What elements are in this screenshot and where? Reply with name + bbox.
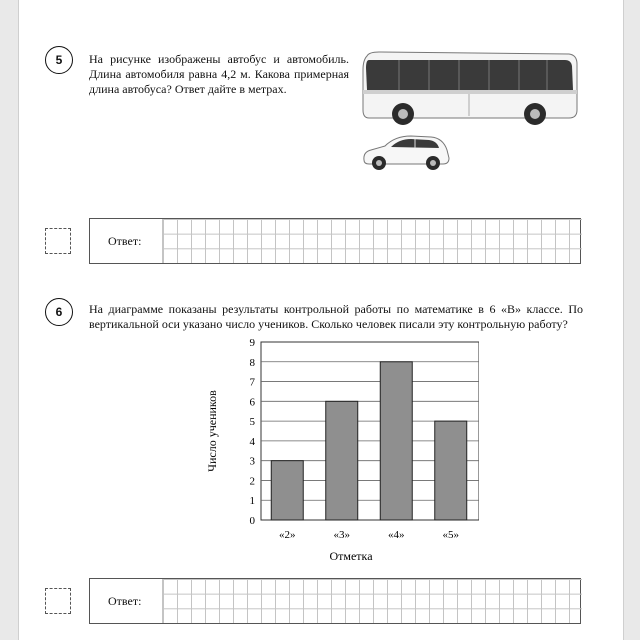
x-axis-label: Отметка <box>329 549 373 563</box>
y-tick-label: 6 <box>249 396 255 409</box>
bus-image <box>359 50 579 128</box>
x-tick-label: «5» <box>442 529 459 541</box>
y-tick-label: 4 <box>249 435 255 448</box>
y-tick-label: 5 <box>249 416 255 429</box>
answer-6-grid[interactable] <box>162 579 582 623</box>
bar-2 <box>326 401 358 520</box>
y-tick-label: 9 <box>249 337 255 349</box>
question-5-number: 5 <box>45 46 73 74</box>
x-tick-label: «2» <box>279 529 296 541</box>
question-6-number: 6 <box>45 298 73 326</box>
answer-5-checkbox <box>45 228 71 254</box>
y-tick-label: 8 <box>249 356 255 369</box>
bar-3 <box>380 362 412 520</box>
car-image <box>361 132 453 172</box>
y-tick-label: 3 <box>249 455 255 468</box>
bar-1 <box>271 461 303 520</box>
bar-chart <box>199 334 479 566</box>
bar-4 <box>435 421 467 520</box>
y-tick-label: 7 <box>249 376 255 389</box>
exam-page <box>18 0 624 640</box>
y-tick-label: 2 <box>249 475 255 488</box>
answer-6-box <box>89 578 581 624</box>
answer-6-label: Ответ: <box>108 594 142 608</box>
answer-5-grid[interactable] <box>162 219 582 263</box>
answer-5-label: Ответ: <box>108 234 142 248</box>
y-tick-label: 0 <box>249 515 255 527</box>
y-tick-label: 1 <box>249 495 255 508</box>
answer-5-box <box>89 218 581 264</box>
x-tick-label: «3» <box>333 529 350 541</box>
x-tick-label: «4» <box>388 529 405 541</box>
answer-6-checkbox <box>45 588 71 614</box>
question-5-text: На рисунке изображены автобус и автомобиль. Длина автомобиля равна 4,2 м. Какова примерная длина автобуса? Ответ дайте в метрах. <box>89 52 349 96</box>
question-6-text: На диаграмме показаны результаты контрольной работы по математике в 6 «В» классе. По вертикальной оси указано число учеников. Сколько человек писали эту контрольную работу? <box>89 302 583 331</box>
y-axis-label: Число учеников <box>205 390 219 472</box>
